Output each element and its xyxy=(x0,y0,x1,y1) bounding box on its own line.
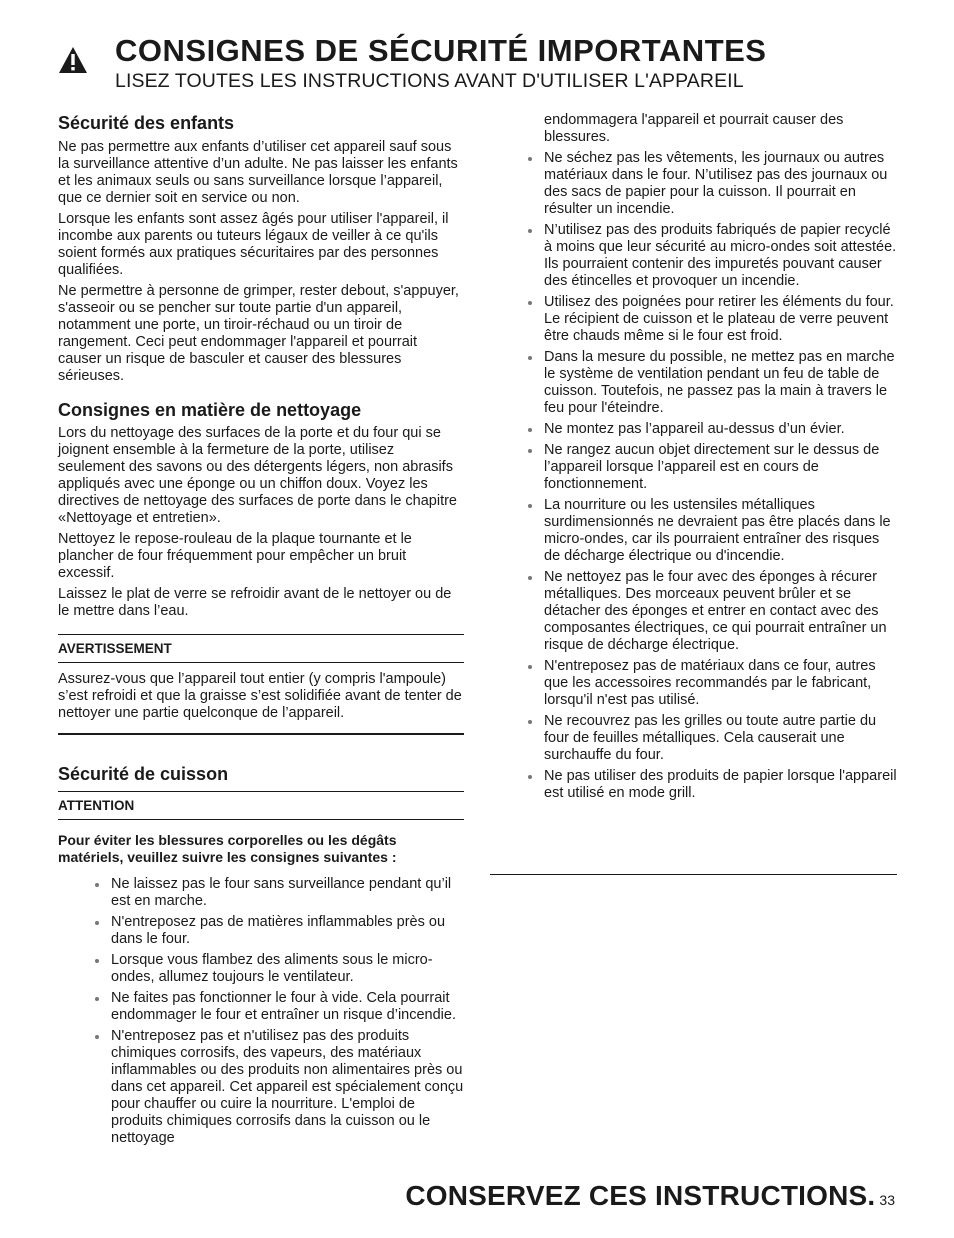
list-item: Ne faites pas fonctionner le four à vide. Cela pourrait endommager le four et entraîner un risque d’incendie. xyxy=(58,990,464,1024)
warning-label: AVERTISSEMENT xyxy=(58,635,464,663)
left-column xyxy=(58,112,464,1151)
attention-box xyxy=(58,791,464,820)
footer-text: CONSERVEZ CES INSTRUCTIONS. xyxy=(405,1180,876,1211)
child-safety-paragraph: Ne pas permettre aux enfants d’utiliser cet appareil sauf sous la surveillance attentive d’un adulte. Ne pas laisser les enfants et les animaux seuls ou sans surveillance lorsque l’appareil, que ce dernier soit en service ou non. xyxy=(58,139,458,206)
list-item: Lorsque vous flambez des aliments sous le micro-ondes, allumez toujours le ventilateur. xyxy=(58,952,464,986)
cleaning-heading: Consignes en matière de nettoyage xyxy=(58,400,362,420)
page-subtitle: LISEZ TOUTES LES INSTRUCTIONS AVANT D'UTILISER L'APPAREIL xyxy=(115,70,744,92)
list-item: Ne nettoyez pas le four avec des éponges à récurer métalliques. Des morceaux peuvent brûler et se détacher des éponges et entrer en contact avec des composantes électriques, ce qui pourrait entraîner un risque de décharge électrique. xyxy=(520,569,898,654)
warning-box xyxy=(58,634,464,735)
list-item: N’utilisez pas des produits fabriqués de papier recyclé à moins que leur sécurité au micro-ondes soit attestée. Ils pourraient contenir des impuretés pouvant causer des étincelles et provoquer un incendie. xyxy=(520,222,898,290)
cleaning-paragraph: Laissez le plat de verre se refroidir avant de le nettoyer ou de le mettre dans l’eau. xyxy=(58,586,452,619)
section-end-rule xyxy=(490,874,897,875)
child-safety-paragraph: Ne permettre à personne de grimper, rester debout, s'appuyer, s'asseoir ou se pencher sur toute partie d'un appareil, notamment une porte, un tiroir-réchaud ou un tiroir de rangement. Ceci peut endommager l'appareil et pourrait causer un risque de basculer et causer des blessures sérieuses. xyxy=(58,283,459,384)
list-item: La nourriture ou les ustensiles métalliques surdimensionnés ne devraient pas être placés dans le micro-ondes, car ils pourraient entraîner des risques de décharge électrique ou d'incendie. xyxy=(520,497,898,565)
child-safety-heading: Sécurité des enfants xyxy=(58,113,235,133)
cooking-list-left xyxy=(58,876,464,1147)
list-item: Ne recouvrez pas les grilles ou toute autre partie du four de feuilles métalliques. Cela causerait une surchauffe du four. xyxy=(520,713,898,764)
page-title: CONSIGNES DE SÉCURITÉ IMPORTANTES xyxy=(115,33,767,68)
list-item: Dans la mesure du possible, ne mettez pas en marche le système de ventilation pendant un feu de table de cuisson. Toutefois, ne passez pas la main à travers le feu pour l'éteindre. xyxy=(520,349,898,417)
list-item: Ne pas utiliser des produits de papier lorsque l'appareil est utilisé en mode grill. xyxy=(520,768,898,802)
list-item: Ne rangez aucun objet directement sur le dessus de l’appareil lorsque l’appareil est en cours de fonctionnement. xyxy=(520,442,898,493)
page-number: 33 xyxy=(879,1192,895,1208)
list-item: Ne laissez pas le four sans surveillance pendant qu’il est en marche. xyxy=(58,876,464,910)
footer xyxy=(405,1180,895,1212)
cooking-list-right xyxy=(520,150,898,802)
list-item: Ne séchez pas les vêtements, les journaux ou autres matériaux dans le four. N’utilisez pas des journaux ou des sacs de papier pour la cuisson. Il pourrait en résulter un incendie. xyxy=(520,150,898,218)
cooking-heading: Sécurité de cuisson xyxy=(58,764,229,784)
warning-triangle-icon xyxy=(58,46,88,74)
cooking-intro: Pour éviter les blessures corporelles ou les dégâts matériels, veuillez suivre les consignes suivantes : xyxy=(58,832,397,865)
list-item: N'entreposez pas de matériaux dans ce four, autres que les accessoires recommandés par le fabricant, lorsqu'il n'est pas utilisé. xyxy=(520,658,898,709)
cleaning-paragraph: Lors du nettoyage des surfaces de la porte et du four qui se joignent ensemble à la fermeture de la porte, utilisez seulement des savons ou des détergents légers, non abrasifs appliqués avec une éponge ou un chiffon doux. Voyez les directives de nettoyage des surfaces de porte dans le chapitre «Nettoyage et entretien». xyxy=(58,425,457,526)
right-column xyxy=(520,112,898,806)
warning-text: Assurez-vous que l’appareil tout entier (y compris l'ampoule) s’est refroidi et que la graisse s’est solidifiée avant de tenter de nettoyer une partie quelconque de l’appareil. xyxy=(58,671,462,721)
child-safety-paragraph: Lorsque les enfants sont assez âgés pour utiliser l'appareil, il incombe aux parents ou tuteurs légaux de veiller à ce qu'ils soient formés aux pratiques sécuritaires par des personnes qualifiées. xyxy=(58,211,449,278)
attention-label: ATTENTION xyxy=(58,792,464,820)
list-item: Utilisez des poignées pour retirer les éléments du four. Le récipient de cuisson et le plateau de verre peuvent être chauds même si le four est froid. xyxy=(520,294,898,345)
list-item: N'entreposez pas de matières inflammables près ou dans le four. xyxy=(58,914,464,948)
cleaning-paragraph: Nettoyez le repose-rouleau de la plaque tournante et le plancher de four fréquemment pour empêcher un bruit excessif. xyxy=(58,531,412,581)
continued-list-item: endommagera l'appareil et pourrait causer des blessures. xyxy=(544,112,844,145)
list-item: N'entreposez pas et n'utilisez pas des produits chimiques corrosifs, des vapeurs, des matériaux inflammables ou des produits non alimentaires près ou dans cet appareil. Cet appareil est spécialement conçu pour chauffer ou cuire la nourriture. L'emploi de produits chimiques corrosifs dans la cuisson ou le nettoyage xyxy=(58,1028,464,1147)
list-item: Ne montez pas l’appareil au-dessus d’un évier. xyxy=(520,421,898,438)
